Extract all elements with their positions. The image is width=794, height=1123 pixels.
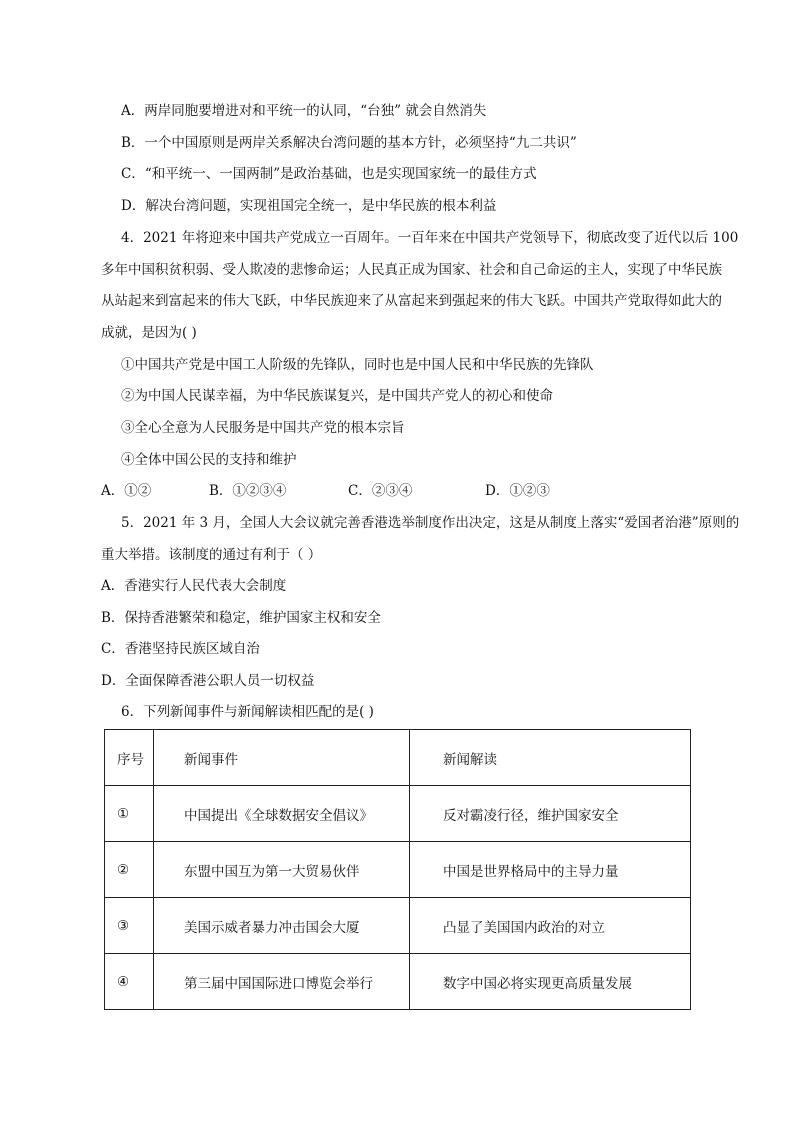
table-header-index: 序号 — [105, 730, 154, 786]
table-cell-event: 第三届中国国际进口博览会举行 — [154, 954, 410, 1010]
table-cell-index: ② — [105, 842, 154, 898]
q5-option-c: C．香港坚持民族区域自治 — [101, 641, 260, 657]
table-row — [105, 842, 691, 898]
q5-option-b: B．保持香港繁荣和稳定，维护国家主权和安全 — [101, 610, 381, 626]
table-header-interpretation: 新闻解读 — [410, 730, 691, 786]
q5-stem-line-2: 重大举措。该制度的通过有利于（ ） — [101, 547, 322, 563]
q4-option-d: D．①②③ — [485, 483, 550, 499]
table-cell-event: 东盟中国互为第一大贸易伙伴 — [154, 842, 410, 898]
table-cell-index: ④ — [105, 954, 154, 1010]
table-cell-interpretation: 中国是世界格局中的主导力量 — [410, 842, 691, 898]
q5-option-a: A．香港实行人民代表大会制度 — [101, 578, 287, 594]
news-table — [104, 729, 691, 1010]
q4-statement-3: ③全心全意为人民服务是中国共产党的根本宗旨 — [121, 420, 405, 436]
table-cell-interpretation: 反对霸凌行径，维护国家安全 — [410, 786, 691, 842]
table-cell-interpretation: 数字中国必将实现更高质量发展 — [410, 954, 691, 1010]
q4-option-c: C．②③④ — [348, 483, 413, 499]
q4-stem-line-4: 成就，是因为( ) — [101, 325, 197, 341]
q4-stem-line-3: 从站起来到富起来的伟大飞跃，中华民族迎来了从富起来到强起来的伟大飞跃。中国共产党取得如此大的 — [101, 293, 722, 309]
q4-statement-1: ①中国共产党是中国工人阶级的先锋队，同时也是中国人民和中华民族的先锋队 — [121, 357, 594, 373]
table-cell-interpretation: 凸显了美国国内政治的对立 — [410, 898, 691, 954]
q3-option-b: B．一个中国原则是两岸关系解决台湾问题的基本方针，必须坚持“九二共识” — [121, 135, 577, 151]
q4-option-a: A．①② — [101, 483, 152, 499]
q4-option-b: B．①②③④ — [209, 483, 287, 499]
q5-option-d: D．全面保障香港公职人员一切权益 — [101, 673, 315, 689]
q5-stem-line-1: 5．2021 年 3 月，全国人大会议就完善香港选举制度作出决定，这是从制度上落实“爱国者治港”原则的 — [121, 515, 740, 531]
q6-stem: 6．下列新闻事件与新闻解读相匹配的是( ) — [121, 704, 374, 720]
table-cell-index: ① — [105, 786, 154, 842]
q4-statement-4: ④全体中国公民的支持和维护 — [121, 452, 297, 468]
table-header-event: 新闻事件 — [154, 730, 410, 786]
table-cell-event: 中国提出《全球数据安全倡议》 — [154, 786, 410, 842]
table-row — [105, 786, 691, 842]
table-cell-event: 美国示威者暴力冲击国会大厦 — [154, 898, 410, 954]
table-cell-index: ③ — [105, 898, 154, 954]
q3-option-d: D．解决台湾问题，实现祖国完全统一，是中华民族的根本利益 — [121, 198, 497, 214]
table-header-row — [105, 730, 691, 786]
q4-statement-2: ②为中国人民谋幸福，为中华民族谋复兴，是中国共产党人的初心和使命 — [121, 388, 553, 404]
q3-option-a: A．两岸同胞要增进对和平统一的认同，“台独” 就会自然消失 — [121, 103, 487, 119]
table-row — [105, 954, 691, 1010]
q3-option-c: C．“和平统一、一国两制”是政治基础，也是实现国家统一的最佳方式 — [121, 166, 537, 182]
q4-stem-line-2: 多年中国积贫积弱、受人欺凌的悲惨命运；人民真正成为国家、社会和自己命运的主人，实现了中华民族 — [101, 262, 722, 278]
q4-stem-line-1: 4．2021 年将迎来中国共产党成立一百周年。一百年来在中国共产党领导下，彻底改变了近代以后 100 — [121, 230, 739, 246]
table-row — [105, 898, 691, 954]
